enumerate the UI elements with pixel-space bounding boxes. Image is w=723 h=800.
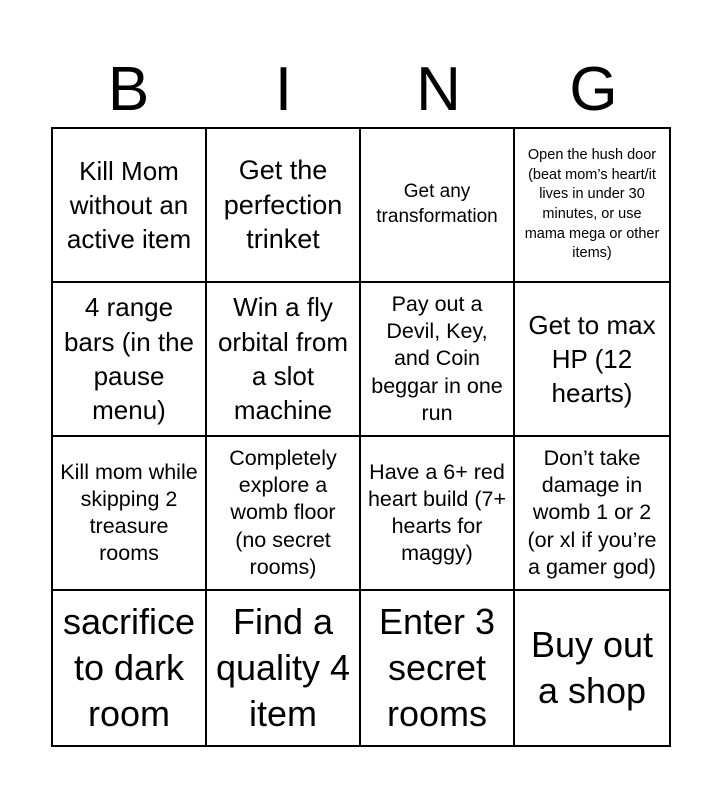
bingo-cell[interactable] bbox=[515, 437, 669, 591]
title-letter-i: I bbox=[274, 55, 293, 124]
cell-text: Pay out a Devil, Key, and Coin beggar in one run bbox=[371, 292, 503, 425]
cell-text: Enter 3 secret rooms bbox=[378, 601, 496, 734]
cell-text: Open the hush door (beat mom’s heart/it lives in under 30 minutes, or use mama mega or other items) bbox=[524, 146, 660, 262]
bingo-cell[interactable] bbox=[53, 591, 207, 745]
cell-text: Win a fly orbital from a slot machine bbox=[217, 292, 349, 426]
cell-text: Completely explore a womb floor (no secret rooms) bbox=[229, 446, 337, 579]
bingo-cell[interactable] bbox=[515, 283, 669, 437]
bingo-cell[interactable] bbox=[53, 437, 207, 591]
cell-text: Get any transformation bbox=[376, 181, 498, 227]
bingo-title bbox=[51, 52, 671, 128]
cell-text: Get the perfection trinket bbox=[223, 155, 343, 255]
cell-text: sacrifice to dark room bbox=[62, 601, 196, 734]
bingo-cell[interactable] bbox=[53, 129, 207, 283]
bingo-cell[interactable] bbox=[207, 283, 361, 437]
title-letter-n: N bbox=[416, 55, 461, 124]
cell-text: Have a 6+ red heart build (7+ hearts for maggy) bbox=[367, 459, 507, 566]
bingo-board bbox=[51, 127, 671, 747]
title-letter-b: B bbox=[107, 55, 150, 124]
bingo-cell[interactable] bbox=[361, 129, 515, 283]
bingo-cell[interactable] bbox=[361, 437, 515, 591]
bingo-cell[interactable] bbox=[207, 437, 361, 591]
cell-text: Find a quality 4 item bbox=[215, 601, 351, 734]
bingo-cell[interactable] bbox=[361, 283, 515, 437]
cell-text: Kill mom while skipping 2 treasure rooms bbox=[60, 459, 198, 566]
cell-text: Get to max HP (12 hearts) bbox=[528, 309, 656, 409]
bingo-cell[interactable] bbox=[207, 591, 361, 745]
cell-text: 4 range bars (in the pause menu) bbox=[63, 292, 195, 426]
bingo-cell[interactable] bbox=[53, 283, 207, 437]
cell-text: Kill Mom without an active item bbox=[66, 155, 192, 255]
cell-text: Don’t take damage in womb 1 or 2 (or xl if you’re a gamer god) bbox=[527, 446, 657, 579]
bingo-cell[interactable] bbox=[361, 591, 515, 745]
title-letter-g: G bbox=[569, 55, 618, 124]
bingo-cell[interactable] bbox=[207, 129, 361, 283]
bingo-cell[interactable] bbox=[515, 129, 669, 283]
cell-text: Buy out a shop bbox=[530, 624, 654, 711]
bingo-cell[interactable] bbox=[515, 591, 669, 745]
